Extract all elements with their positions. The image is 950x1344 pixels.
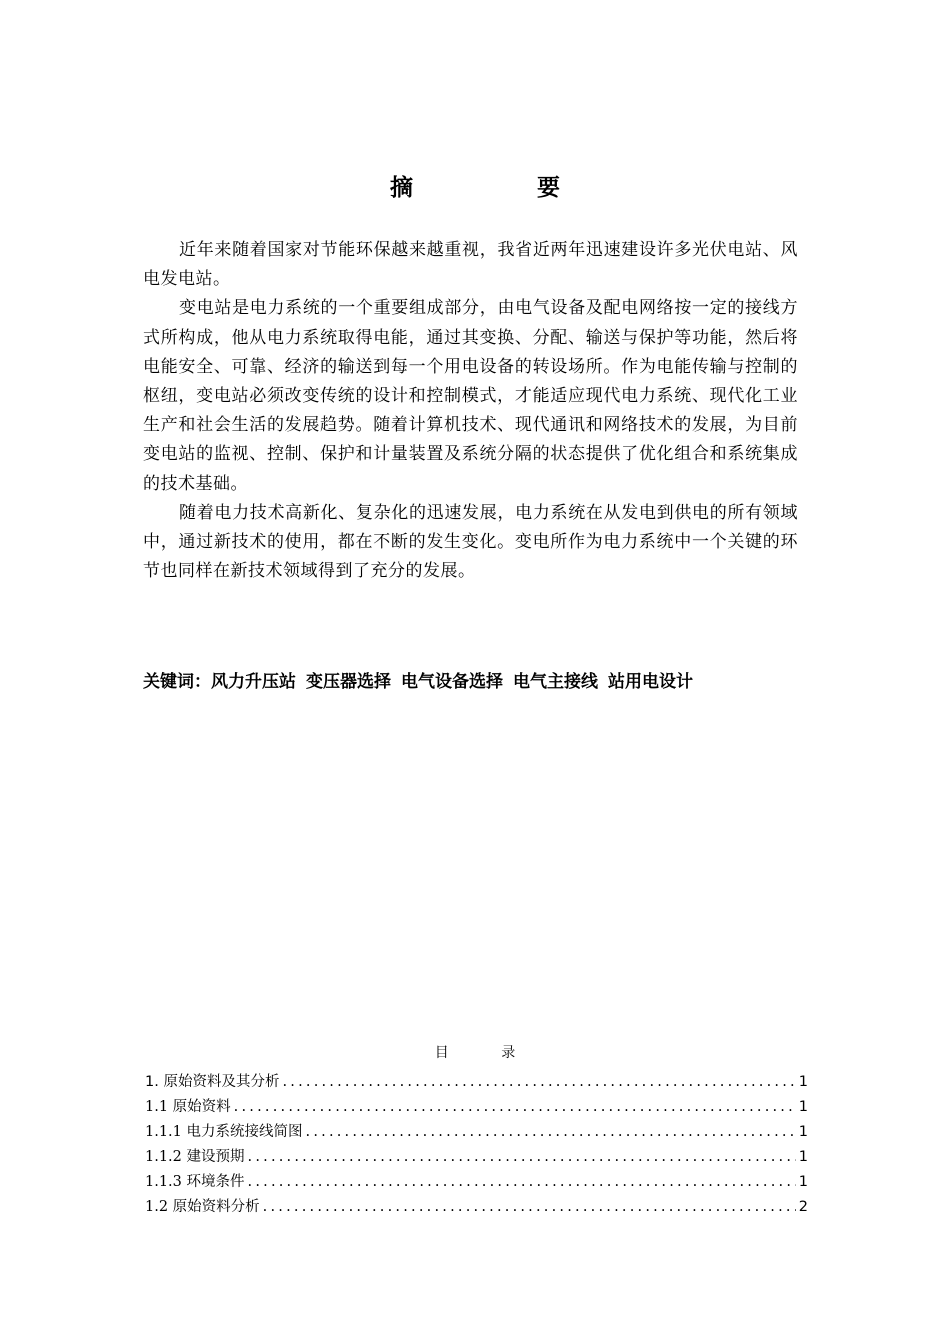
keyword: 风力升压站 — [211, 672, 296, 692]
toc-page-number: 1 — [798, 1124, 808, 1140]
abstract-body — [143, 236, 798, 586]
toc-entry-label: 1. 原始资料及其分析 — [145, 1074, 280, 1090]
toc-page-number: 1 — [798, 1074, 808, 1090]
toc-dot-leader — [248, 1170, 796, 1195]
toc-entry-label: 1.1.2 建设预期 — [145, 1149, 245, 1165]
toc-page-number: 2 — [798, 1199, 808, 1215]
toc-dot-leader — [282, 1070, 795, 1095]
toc-entry[interactable] — [145, 1070, 808, 1095]
toc-entry[interactable] — [145, 1145, 808, 1170]
toc-entry-label: 1.1.3 环境条件 — [145, 1174, 245, 1190]
toc-entry-label: 1.1.1 电力系统接线简图 — [145, 1124, 303, 1140]
toc-dot-leader — [234, 1095, 796, 1120]
toc-entry-label: 1.2 原始资料分析 — [145, 1199, 260, 1215]
table-of-contents — [145, 1070, 808, 1220]
toc-dot-leader — [263, 1195, 796, 1220]
toc-page-number: 1 — [798, 1149, 808, 1165]
toc-title: 目 录 — [434, 1045, 540, 1061]
keywords-line — [143, 668, 843, 696]
keyword: 电气主接线 — [513, 672, 598, 692]
toc-entry[interactable] — [145, 1095, 808, 1120]
toc-entry-label: 1.1 原始资料 — [145, 1099, 231, 1115]
toc-dot-leader — [306, 1120, 796, 1145]
keywords-label: 关键词： — [143, 672, 211, 692]
toc-page-number: 1 — [798, 1174, 808, 1190]
toc-page-number: 1 — [798, 1099, 808, 1115]
abstract-paragraph: 随着电力技术高新化、复杂化的迅速发展，电力系统在从发电到供电的所有领域中，通过新技术的使用，都在不断的发生变化。变电所作为电力系统中一个关键的环节也同样在新技术领域得到了充分的发展。 — [143, 502, 798, 582]
keyword: 电气设备选择 — [401, 672, 503, 692]
toc-entry[interactable] — [145, 1120, 808, 1145]
keyword: 变压器选择 — [306, 672, 391, 692]
abstract-paragraph: 变电站是电力系统的一个重要组成部分，由电气设备及配电网络按一定的接线方式所构成，他从电力系统取得电能，通过其变换、分配、输送与保护等功能，然后将电能安全、可靠、经济的输送到每一个用电设备的转设场所。作为电能传输与控制的枢纽，变电站必须改变传统的设计和控制模式，才能适应现代电力系统、现代化工业生产和社会生活的发展趋势。随着计算机技术、现代通讯和网络技术的发展，为目前变电站的监视、控制、保护和计量装置及系统分隔的状态提供了优化组合和系统集成的技术基础。 — [143, 298, 798, 494]
toc-entry[interactable] — [145, 1195, 808, 1220]
toc-dot-leader — [248, 1145, 796, 1170]
abstract-paragraph: 近年来随着国家对节能环保越来越重视，我省近两年迅速建设许多光伏电站、风电发电站。 — [143, 240, 798, 290]
keyword: 站用电设计 — [608, 672, 693, 692]
abstract-title: 摘 要 — [389, 175, 618, 201]
toc-entry[interactable] — [145, 1170, 808, 1195]
